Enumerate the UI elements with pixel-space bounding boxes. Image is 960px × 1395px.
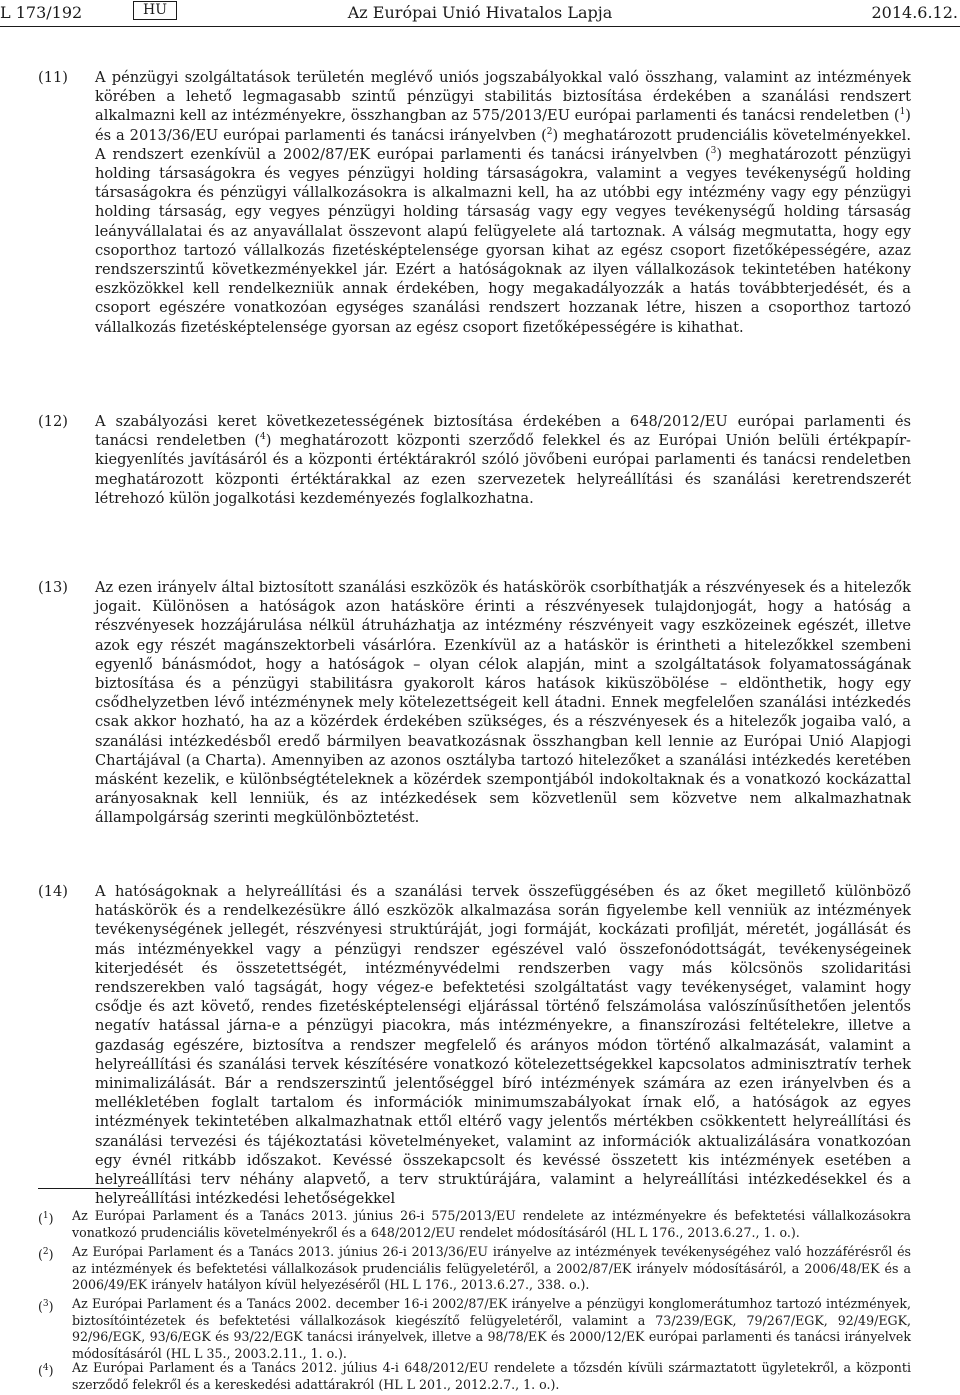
- recital-text: A hatóságoknak a helyreállítási és a szanálási tervek összefüggésében és az őket megillető különböző hatáskörök és a rendelkezésükre álló eszközök alkalmazása során figyelembe kell venniük az intézmények tevékenységének jellegét, részvényesi struktúráját, jogi formáját, kockázati profilját, méretét, jogállását és más intézményekkel vagy a pénzügyi rendszer egészével való összefonódottságát, tevékenységeinek kiterjedését és összetettségét, intézményvédelmi rendszerben vagy más kölcsönös szolidaritási rendszerekben való tagságát, hogy végez-e befektetési szolgáltatást vagy tevékenységet, valamint hogy csődje és azt követő, rendes fizetésképtelenségi eljárással történő felszámolása valószínűsíthetően jelentős negatív hatással járna-e a pénzügyi piacokra, más intézményekre, a finanszírozási feltételekre, illetve a gazdaság egészére, biztosítva a rendszer megfelelő és arányos módon történő alkalmazását, valamint a helyreállítási és szanálási tervek készítésére vonatkozó kötelezettségekkel kapcsolatos adminisztratív terhek minimalizálását. Bár a rendszerszintű jelentőséggel bíró intézmények számára az ezen irányelvben és a mellékletében foglalt tartalom és információk minimumszabályokat írnak elő, a hatóságok az egyes intézmények tekintetében alkalmazhatnak ettől eltérő vagy jelentős mértékben csökkentett helyreállítási és szanálási tervezési és tájékoztatási követelményeket, valamint az információk aktualizálására vonatkozóan egy évnél ritkább időszakot. Kevéssé összekapcsolt és kevéssé összetett kis intézmények esetében a helyreállítási terv néhány alapvető, a terv struktúrájára, valamint a helyreállítási intézkedésekkel és a helyreállítási intézkedési lehetőségekkel: [95, 883, 911, 1208]
- footnote-ref[interactable]: 1: [899, 107, 906, 118]
- recital-text: A pénzügyi szolgáltatások területén meglévő uniós jogszabályokkal való összhang, valamint az intézmények körében a lehető legmagasabb szintű pénzügyi stabilitás biztosítása érdekében a szanálási rendszert alkalmazni kell az intézményekre, összhangban az 575/2013/EU európai parlamenti és tanácsi rendeletben ($^1$) és a 2013/36/EU európai parlamenti és tanácsi irányelvben ($^2$) meghatározott prudenciális követelményekkel. A rendszert ezenkívül a 2002/87/EK európai parlamenti és tanácsi irányelvben ($^3$) meghatározott pénzügyi holding társaságokra és vegyes pénzügyi holding társaságokra, valamint a vegyes tevékenységű holding társaságokra és pénzügyi vállalkozásokra is alkalmazni kell, ha az utóbbi egy intézmény vagy egy pénzügyi holding társaság, egy vegyes pénzügyi holding társaság vagy egy vegyes tevékenységű holding társaság leányvállalatai és az anyavállalat összevont alapú felügyelete alá tartoznak. A válság megmutatta, hogy egy csoporthoz tartozó vállalkozás fizetésképtelensége gyorsan kihat az egész csoport fizetőképességére, azaz rendszerszintű következményekkel jár. Ezért a hatóságoknak az ilyen vállalkozások tekintetében hatékony eszközökkel kell rendelkezniük annak érdekében, hogy megakadályozzák a hatás továbbterjedését, és a csoport egészére vonatkozóan egységes szanálási rendszert hozzanak létre, hiszen a csoporthoz tartozó vállalkozás fizetésképtelensége gyorsan az egész csoport fizetőképességére is kihathat.: [95, 69, 911, 336]
- journal-title: Az Európai Unió Hivatalos Lapja: [347, 3, 613, 22]
- footnote-number: ($^3$): [38, 1299, 54, 1315]
- recital-number: (14): [38, 883, 68, 900]
- footnote-ref[interactable]: 4: [260, 432, 266, 443]
- recital-number: (13): [38, 579, 68, 596]
- footnote-text: Az Európai Parlament és a Tanács 2013. június 26-i 2013/36/EU irányelve az intézmények tevékenységéhez való hozzáférésről és az intézmények és befektetési vállalkozások prudenciális felügyeletéről, a 2002/87/EK irányelv módosításáról, a 2006/48/EK és a 2006/49/EK irányelv hatályon kívül helyezéséről (HL L 176., 2013.6.27., 338. o.).: [72, 1244, 911, 1293]
- footnote-text: Az Európai Parlament és a Tanács 2012. július 4-i 648/2012/EU rendelete a tőzsdén kívüli származtatott ügyletekről, a központi szerződő felekről és a kereskedési adattárakról (HL L 201., 2012.2.7., 1. o.).: [72, 1360, 911, 1392]
- page-header: [0, 0, 960, 25]
- footnote-ref[interactable]: 2: [546, 126, 553, 137]
- footnote-ref[interactable]: 3: [710, 145, 717, 156]
- footnote-text: Az Európai Parlament és a Tanács 2002. december 16-i 2002/87/EK irányelve a pénzügyi konglomerátumhoz tartozó intézmények, biztosítóintézetek és befektetési vállalkozások kiegészítő felügyeletéről, valamint a 73/239/EGK, 79/267/EGK, 92/49/EGK, 92/96/EGK, 93/6/EGK és 93/22/EGK tanácsi irányelvek, illetve a 98/78/EK és 2000/12/EK európai parlamenti és tanácsi irányelvek módosításáról (HL L 35., 2003.2.11., 1. o.).: [72, 1296, 911, 1361]
- footnote-text: Az Európai Parlament és a Tanács 2013. június 26-i 575/2013/EU rendelete az intézményekre és befektetési vállalkozásokra vonatkozó prudenciális követelményekről és a 648/2012/EU rendelet módosításáról (HL L 176., 2013.6.27., 1. o.).: [72, 1208, 911, 1240]
- recital-text: A szabályozási keret következetességének biztosítása érdekében a 648/2012/EU európai parlamenti és tanácsi rendeletben ($^4$) meghatározott központi szerződő felekkel és az Európai Unión belüli értékpapír-kiegyenlítés javításáról és a központi értéktárakról szóló jövőbeni európai parlamenti és tanácsi rendeletben meghatározott központi értéktárakkal az ezen szervezetek helyreállítási és szanálási keretrendszerét létrehozó külön jogalkotási kezdeményezés foglalkozhatna.: [95, 413, 911, 507]
- publication-date: 2014.6.12.: [871, 3, 958, 22]
- recital-text: Az ezen irányelv által biztosított szanálási eszközök és hatáskörök csorbíthatják a részvényesek és a hitelezők jogait. Különösen a hatóságok azon hatásköre érinti a részvényesek tulajdonjogát, hogy a hatóság a részvényesek hozzájárulása nélkül átruházhatja az intézmény részvényeit vagy eszközeinek egészét, illetve azok egy részét magánszektorbeli vásárlóra. Ezenkívül az a hatáskör is érintheti a hitelezőkkel szembeni egyenlő bánásmódot, hogy a hatóságok – olyan célok alapján, mint a szolgáltatások folyamatosságának biztosítása és a pénzügyi stabilitásra gyakorolt káros hatások kiküszöbölése – eldönthetik, hogy egy csődhelyzetben lévő intézménynek mely kötelezettségeit kell átadni. Ennek megfelelően szanálási intézkedés csak akkor hozható, ha az a közérdek érdekében szükséges, és a részvényesek és a hitelezők jogaiba való, a szanálási intézkedésből eredő bármilyen beavatkozásnak összhangban kell lennie az Európai Unió Alapjogi Chartájával (a Charta). Amennyiben az azonos osztályba tartozó hitelezőket a szanálási intézkedés keretében másként kezelik, e különbségtételeknek a közérdek szempontjából indokoltaknak és a vonatkozó kockázattal arányosaknak kell lenniük, és az intézkedések sem közvetlenül sem közvetve nem alkalmazhatnak állampolgárság szerinti megkülönböztetést.: [95, 579, 911, 827]
- recital-number: (12): [38, 413, 68, 430]
- footnote-number: ($^2$): [38, 1247, 54, 1263]
- footnote-rule: [38, 1188, 145, 1189]
- page-reference: L 173/192: [0, 3, 83, 22]
- recital-number: (11): [38, 69, 68, 86]
- footnote-number: ($^1$): [38, 1211, 54, 1227]
- header-rule: [0, 26, 960, 27]
- footnote-number: ($^4$): [38, 1363, 54, 1379]
- language-badge: HU: [133, 1, 177, 20]
